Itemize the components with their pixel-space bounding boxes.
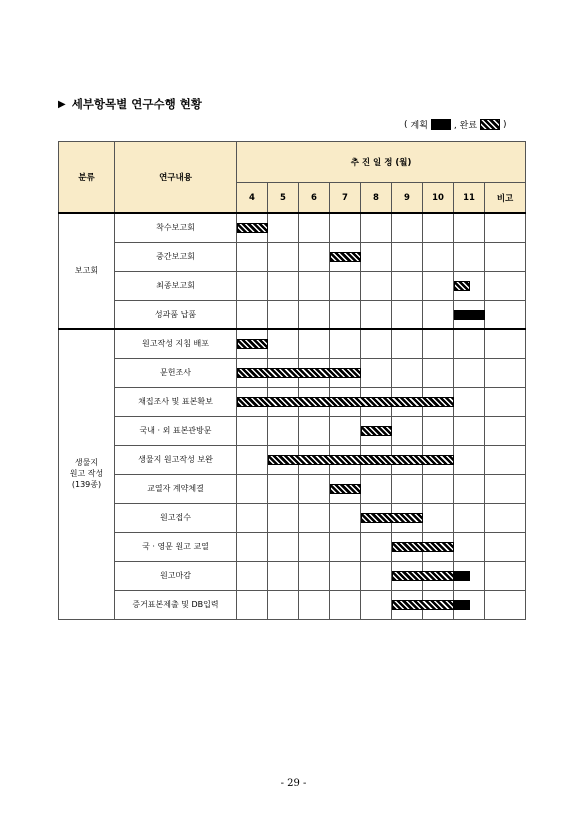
month-cell [237,300,268,329]
month-cell [330,242,361,271]
schedule-row [59,532,526,561]
header-month: 6 [299,183,330,214]
month-cell [454,416,485,445]
planned-bar [454,310,485,320]
category-label-line: 원고 작성 [69,468,104,478]
completed-bar [330,252,361,262]
month-cell [299,329,330,358]
month-cell [361,532,392,561]
task-label: 최종보고회 [115,271,237,300]
remarks-cell [485,271,526,300]
section-title: 세부항목별 연구수행 현황 [71,97,202,111]
remarks-cell [485,416,526,445]
month-cell [237,474,268,503]
month-cell [330,503,361,532]
remarks-cell [485,561,526,590]
completed-bar [361,513,423,523]
page-number: - 29 - [280,778,307,789]
month-cell [299,213,330,242]
category-label-line: 보고회 [74,265,99,275]
month-cell [299,503,330,532]
month-cell [330,532,361,561]
month-cell [392,300,423,329]
header-content: 연구내용 [115,142,237,214]
month-cell [237,416,268,445]
triangle-bullet-icon: ▶ [58,98,66,110]
remarks-cell [485,358,526,387]
month-cell [361,503,392,532]
month-cell [454,242,485,271]
month-cell [299,242,330,271]
month-cell [268,474,299,503]
completed-bar [330,484,361,494]
header-schedule: 추 진 일 정 (월) [237,142,526,183]
month-cell [454,503,485,532]
legend-open-paren: ( [404,119,408,130]
month-cell [423,300,454,329]
month-cell [330,416,361,445]
month-cell [299,532,330,561]
header-month: 10 [423,183,454,214]
month-cell [237,590,268,619]
month-cell [361,358,392,387]
header-month: 5 [268,183,299,214]
completed-bar [392,542,454,552]
category-label-line: 생물지 [74,458,99,468]
schedule-row [59,590,526,619]
month-cell [237,387,268,416]
schedule-row [59,503,526,532]
schedule-row [59,300,526,329]
month-cell [454,445,485,474]
month-cell [423,503,454,532]
month-cell [330,561,361,590]
schedule-row [59,242,526,271]
month-cell [237,445,268,474]
task-label: 교열자 계약체결 [115,474,237,503]
month-cell [361,242,392,271]
research-schedule-table [58,141,526,620]
category-cell [59,213,115,329]
task-label: 채집조사 및 표본확보 [115,387,237,416]
completed-bar [237,397,454,407]
month-cell [454,300,485,329]
header-category: 분류 [59,142,115,214]
month-cell [237,242,268,271]
month-cell [361,416,392,445]
legend-done-label: , 완료 [453,121,478,131]
header-month: 4 [237,183,268,214]
month-cell [237,213,268,242]
month-cell [330,590,361,619]
month-cell [330,474,361,503]
task-label: 문헌조사 [115,358,237,387]
completed-bar [237,223,268,233]
completed-bar [237,339,268,349]
month-cell [454,590,485,619]
month-cell [237,503,268,532]
header-month: 9 [392,183,423,214]
month-cell [454,213,485,242]
month-cell [454,387,485,416]
category-cell [59,329,115,619]
month-cell [392,416,423,445]
month-cell [392,358,423,387]
planned-bar [454,600,470,610]
month-cell [299,416,330,445]
month-cell [361,474,392,503]
schedule-row [59,329,526,358]
month-cell [423,271,454,300]
schedule-row [59,416,526,445]
planned-bar [454,571,470,581]
completed-bar [361,426,392,436]
month-cell [361,561,392,590]
month-cell [392,532,423,561]
month-cell [299,474,330,503]
completed-bar [237,368,361,378]
header-remarks: 비고 [485,183,526,214]
header-month: 11 [454,183,485,214]
completed-bar [454,281,470,291]
task-label: 생물지 원고작성 보완 [115,445,237,474]
remarks-cell [485,503,526,532]
remarks-cell [485,242,526,271]
schedule-row [59,561,526,590]
task-label: 원고접수 [115,503,237,532]
remarks-cell [485,387,526,416]
legend-close-paren: ) [503,119,507,130]
month-cell [423,213,454,242]
schedule-row [59,474,526,503]
month-cell [392,474,423,503]
schedule-row [59,271,526,300]
legend-plan-swatch [431,119,451,130]
month-cell [392,329,423,358]
month-cell [237,561,268,590]
month-cell [330,329,361,358]
month-cell [392,271,423,300]
month-cell [423,416,454,445]
month-cell [423,358,454,387]
month-cell [423,329,454,358]
schedule-row [59,445,526,474]
month-cell [423,242,454,271]
month-cell [361,213,392,242]
month-cell [454,561,485,590]
completed-bar [392,600,454,610]
month-cell [268,445,299,474]
category-label-line: (139종) [71,479,102,489]
section-heading [58,96,202,112]
month-cell [268,329,299,358]
remarks-cell [485,590,526,619]
month-cell [268,242,299,271]
remarks-cell [485,445,526,474]
remarks-cell [485,213,526,242]
month-cell [299,300,330,329]
month-cell [268,532,299,561]
task-label: 국 · 영문 원고 교열 [115,532,237,561]
month-cell [330,213,361,242]
month-cell [454,329,485,358]
month-cell [454,474,485,503]
month-cell [237,271,268,300]
task-label: 성과품 납품 [115,300,237,329]
month-cell [268,271,299,300]
month-cell [330,271,361,300]
month-cell [392,242,423,271]
month-cell [454,358,485,387]
month-cell [268,561,299,590]
task-label: 증거표본제출 및 DB입력 [115,590,237,619]
month-cell [268,590,299,619]
legend [404,118,507,131]
task-label: 중간보고회 [115,242,237,271]
month-cell [361,300,392,329]
task-label: 착수보고회 [115,213,237,242]
schedule-row [59,387,526,416]
month-cell [361,329,392,358]
month-cell [392,213,423,242]
month-cell [268,300,299,329]
completed-bar [268,455,454,465]
month-cell [423,474,454,503]
task-label: 원고작성 지침 배포 [115,329,237,358]
month-cell [299,271,330,300]
header-month: 8 [361,183,392,214]
task-label: 국내 · 외 표본관방문 [115,416,237,445]
month-cell [392,561,423,590]
month-cell [361,271,392,300]
schedule-row [59,213,526,242]
remarks-cell [485,329,526,358]
header-month: 7 [330,183,361,214]
month-cell [454,532,485,561]
month-cell [454,271,485,300]
task-label: 원고마감 [115,561,237,590]
month-cell [268,503,299,532]
month-cell [361,590,392,619]
month-cell [268,416,299,445]
legend-plan-label: 계획 [410,121,428,131]
month-cell [237,358,268,387]
month-cell [268,213,299,242]
month-cell [392,590,423,619]
remarks-cell [485,474,526,503]
month-cell [299,561,330,590]
legend-done-swatch [480,119,500,130]
month-cell [237,329,268,358]
remarks-cell [485,532,526,561]
month-cell [330,300,361,329]
completed-bar [392,571,454,581]
remarks-cell [485,300,526,329]
month-cell [299,590,330,619]
month-cell [237,532,268,561]
schedule-row [59,358,526,387]
